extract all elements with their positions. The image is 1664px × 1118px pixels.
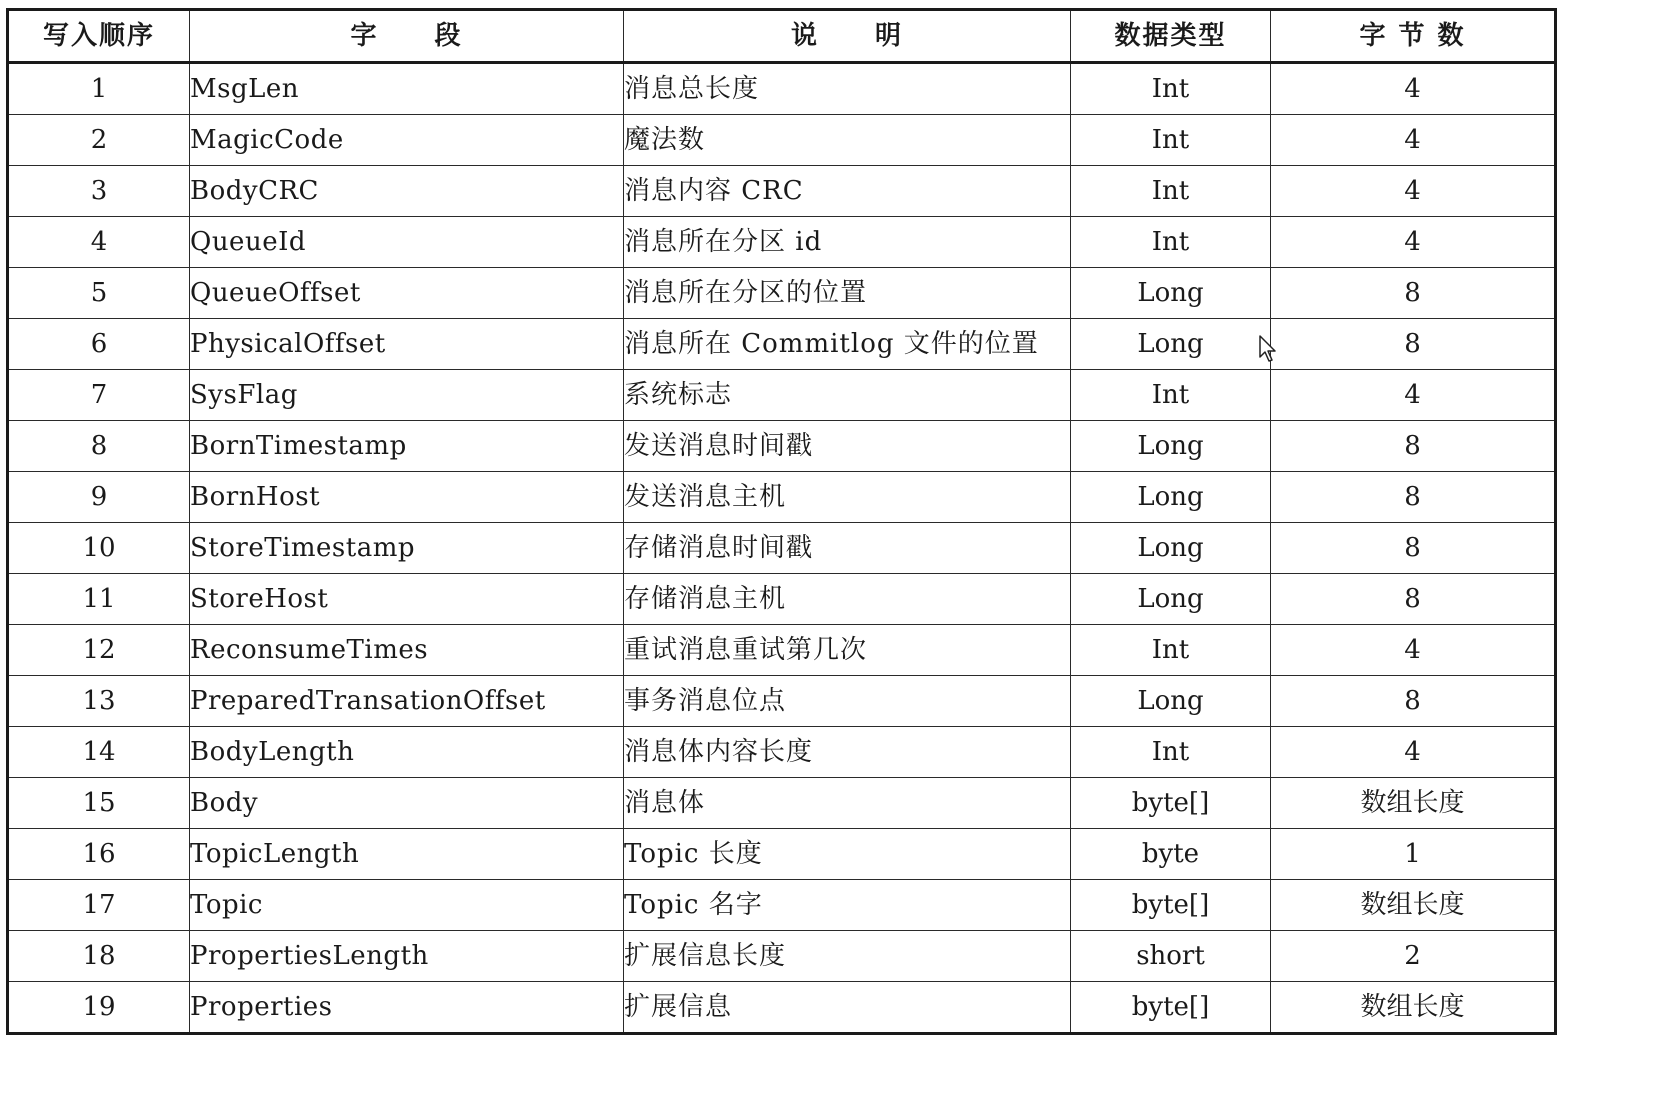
table-header bbox=[8, 10, 1556, 63]
header-order: 写入顺序 bbox=[8, 10, 190, 63]
cell-order: 16 bbox=[8, 829, 190, 880]
cell-type: Long bbox=[1071, 574, 1271, 625]
table-row bbox=[8, 982, 1556, 1034]
cell-field: BodyLength bbox=[190, 727, 624, 778]
cell-type: Long bbox=[1071, 676, 1271, 727]
cell-field: PropertiesLength bbox=[190, 931, 624, 982]
cell-type: Long bbox=[1071, 268, 1271, 319]
cell-order: 9 bbox=[8, 472, 190, 523]
cell-type: Long bbox=[1071, 319, 1271, 370]
cell-bytes: 4 bbox=[1271, 115, 1556, 166]
cell-desc: 消息所在分区的位置 bbox=[624, 268, 1071, 319]
cell-desc: Topic 名字 bbox=[624, 880, 1071, 931]
table-row bbox=[8, 115, 1556, 166]
cell-order: 17 bbox=[8, 880, 190, 931]
table-row bbox=[8, 931, 1556, 982]
header-type: 数据类型 bbox=[1071, 10, 1271, 63]
cell-field: StoreTimestamp bbox=[190, 523, 624, 574]
cell-type: byte[] bbox=[1071, 778, 1271, 829]
cell-bytes: 8 bbox=[1271, 523, 1556, 574]
cell-type: Int bbox=[1071, 115, 1271, 166]
cell-bytes: 数组长度 bbox=[1271, 778, 1556, 829]
cell-order: 2 bbox=[8, 115, 190, 166]
cell-bytes: 8 bbox=[1271, 319, 1556, 370]
cell-type: Int bbox=[1071, 625, 1271, 676]
cell-order: 14 bbox=[8, 727, 190, 778]
table-row bbox=[8, 829, 1556, 880]
table-row bbox=[8, 727, 1556, 778]
cell-desc: 事务消息位点 bbox=[624, 676, 1071, 727]
cell-bytes: 4 bbox=[1271, 625, 1556, 676]
cell-field: PhysicalOffset bbox=[190, 319, 624, 370]
cell-desc: 消息总长度 bbox=[624, 63, 1071, 115]
table-row bbox=[8, 370, 1556, 421]
cell-bytes: 8 bbox=[1271, 574, 1556, 625]
cell-order: 1 bbox=[8, 63, 190, 115]
cell-order: 18 bbox=[8, 931, 190, 982]
header-field: 字 段 bbox=[190, 10, 624, 63]
cell-desc: Topic 长度 bbox=[624, 829, 1071, 880]
header-row bbox=[8, 10, 1556, 63]
cell-desc: 系统标志 bbox=[624, 370, 1071, 421]
table-row bbox=[8, 625, 1556, 676]
cell-type: Int bbox=[1071, 217, 1271, 268]
mouse-cursor-icon bbox=[1259, 335, 1277, 363]
cell-field: PreparedTransationOffset bbox=[190, 676, 624, 727]
cell-field: BornHost bbox=[190, 472, 624, 523]
table-row bbox=[8, 166, 1556, 217]
table-row bbox=[8, 319, 1556, 370]
cell-field: ReconsumeTimes bbox=[190, 625, 624, 676]
cell-order: 15 bbox=[8, 778, 190, 829]
cell-type: Long bbox=[1071, 421, 1271, 472]
cell-type: byte[] bbox=[1071, 982, 1271, 1034]
cell-field: Properties bbox=[190, 982, 624, 1034]
table-row bbox=[8, 778, 1556, 829]
cell-desc: 发送消息时间戳 bbox=[624, 421, 1071, 472]
message-format-table bbox=[6, 8, 1557, 1035]
cell-field: BodyCRC bbox=[190, 166, 624, 217]
cell-type: Long bbox=[1071, 523, 1271, 574]
cell-order: 11 bbox=[8, 574, 190, 625]
cell-field: MagicCode bbox=[190, 115, 624, 166]
cell-order: 10 bbox=[8, 523, 190, 574]
cell-type: byte bbox=[1071, 829, 1271, 880]
cell-bytes: 4 bbox=[1271, 217, 1556, 268]
table-row bbox=[8, 268, 1556, 319]
cell-field: MsgLen bbox=[190, 63, 624, 115]
cell-order: 6 bbox=[8, 319, 190, 370]
table-row bbox=[8, 574, 1556, 625]
table-row bbox=[8, 676, 1556, 727]
cell-desc: 存储消息主机 bbox=[624, 574, 1071, 625]
cell-bytes: 4 bbox=[1271, 166, 1556, 217]
cell-bytes: 2 bbox=[1271, 931, 1556, 982]
table-row bbox=[8, 472, 1556, 523]
cell-desc: 消息体 bbox=[624, 778, 1071, 829]
cell-bytes: 8 bbox=[1271, 268, 1556, 319]
cell-field: Topic bbox=[190, 880, 624, 931]
cell-desc: 重试消息重试第几次 bbox=[624, 625, 1071, 676]
header-desc: 说 明 bbox=[624, 10, 1071, 63]
cell-bytes: 8 bbox=[1271, 472, 1556, 523]
table-row bbox=[8, 217, 1556, 268]
cell-order: 13 bbox=[8, 676, 190, 727]
cell-bytes: 数组长度 bbox=[1271, 880, 1556, 931]
cell-field: StoreHost bbox=[190, 574, 624, 625]
cell-desc: 扩展信息长度 bbox=[624, 931, 1071, 982]
cell-field: QueueId bbox=[190, 217, 624, 268]
cell-bytes: 8 bbox=[1271, 421, 1556, 472]
cell-type: Int bbox=[1071, 727, 1271, 778]
cell-field: Body bbox=[190, 778, 624, 829]
cell-order: 19 bbox=[8, 982, 190, 1034]
cell-order: 12 bbox=[8, 625, 190, 676]
cell-order: 8 bbox=[8, 421, 190, 472]
cell-bytes: 4 bbox=[1271, 63, 1556, 115]
cell-desc: 消息所在分区 id bbox=[624, 217, 1071, 268]
cell-bytes: 4 bbox=[1271, 727, 1556, 778]
cell-type: Int bbox=[1071, 63, 1271, 115]
cell-field: BornTimestamp bbox=[190, 421, 624, 472]
cell-order: 7 bbox=[8, 370, 190, 421]
cell-order: 5 bbox=[8, 268, 190, 319]
cell-bytes: 4 bbox=[1271, 370, 1556, 421]
cell-field: TopicLength bbox=[190, 829, 624, 880]
cell-bytes: 1 bbox=[1271, 829, 1556, 880]
cell-type: byte[] bbox=[1071, 880, 1271, 931]
table-row bbox=[8, 880, 1556, 931]
cell-type: Int bbox=[1071, 166, 1271, 217]
cell-field: SysFlag bbox=[190, 370, 624, 421]
table-row bbox=[8, 421, 1556, 472]
cell-type: Int bbox=[1071, 370, 1271, 421]
table-row bbox=[8, 63, 1556, 115]
cell-bytes: 8 bbox=[1271, 676, 1556, 727]
cell-desc: 魔法数 bbox=[624, 115, 1071, 166]
cell-field: QueueOffset bbox=[190, 268, 624, 319]
cell-order: 3 bbox=[8, 166, 190, 217]
cell-desc: 发送消息主机 bbox=[624, 472, 1071, 523]
table-row bbox=[8, 523, 1556, 574]
cell-type: short bbox=[1071, 931, 1271, 982]
cell-desc: 消息内容 CRC bbox=[624, 166, 1071, 217]
cell-desc: 存储消息时间戳 bbox=[624, 523, 1071, 574]
header-bytes: 字 节 数 bbox=[1271, 10, 1556, 63]
table-body bbox=[8, 63, 1556, 1034]
cell-bytes: 数组长度 bbox=[1271, 982, 1556, 1034]
cell-desc: 扩展信息 bbox=[624, 982, 1071, 1034]
cell-desc: 消息所在 Commitlog 文件的位置 bbox=[624, 319, 1071, 370]
cell-type: Long bbox=[1071, 472, 1271, 523]
cell-order: 4 bbox=[8, 217, 190, 268]
cell-desc: 消息体内容长度 bbox=[624, 727, 1071, 778]
